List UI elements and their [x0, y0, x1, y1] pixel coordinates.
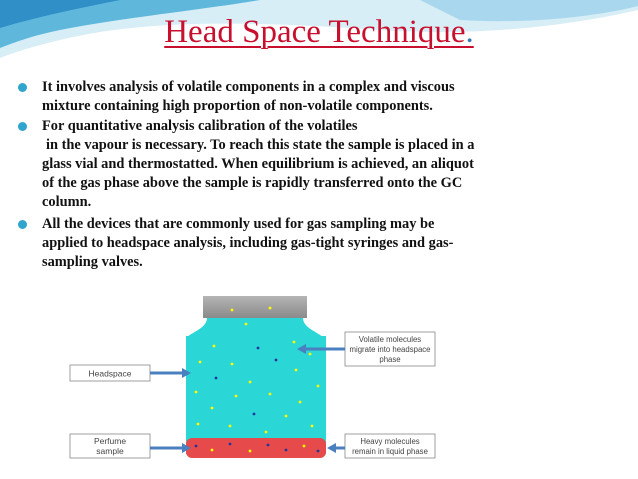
- volatile-label-line: phase: [379, 355, 401, 364]
- title-trailing-period: .: [465, 14, 474, 50]
- bullet-item: [14, 78, 629, 116]
- bullet-line: glass vial and thermostatted. When equilibrium is achieved, an aliquot: [42, 156, 474, 172]
- volatile-label-line: migrate into headspace: [349, 345, 431, 354]
- volatile-label-line: Volatile molecules: [358, 335, 422, 344]
- bullet-line: of the gas phase above the sample is rapidly transferred onto the GC: [42, 175, 463, 191]
- title-text: Head Space Technique: [164, 14, 466, 50]
- bullet-line: column.: [42, 194, 92, 210]
- vial-liquid: [186, 438, 326, 458]
- heavy-label-line: Heavy molecules: [360, 437, 420, 446]
- headspace-vial-diagram: [0, 290, 638, 479]
- bullet-list: [14, 78, 629, 273]
- bullet-line: applied to headspace analysis, including gas-tight syringes and gas-: [42, 235, 454, 251]
- headspace-label: Headspace: [88, 368, 132, 379]
- bullet-item: [14, 117, 629, 212]
- bullet-dot-icon: [18, 83, 27, 92]
- vial-neck: [186, 318, 324, 338]
- bullet-line: For quantitative analysis calibration of the volatiles: [42, 118, 358, 134]
- bullet-dot-icon: [18, 122, 27, 131]
- perfume-label-line: sample: [96, 446, 124, 456]
- arrow-icon: [327, 443, 336, 453]
- bullet-line: mixture containing high proportion of non-volatile components.: [42, 98, 433, 114]
- vial-body: [186, 336, 326, 454]
- bullet-item: [14, 215, 629, 272]
- page-title: [0, 14, 638, 51]
- bullet-line: All the devices that are commonly used for gas sampling may be: [42, 216, 435, 232]
- bullet-line: sampling valves.: [42, 254, 143, 270]
- bullet-line: It involves analysis of volatile components in a complex and viscous: [42, 79, 455, 95]
- perfume-label-line: Perfume: [93, 436, 127, 446]
- heavy-label-line: remain in liquid phase: [352, 447, 428, 456]
- vial-cap: [203, 296, 307, 318]
- bullet-line: in the vapour is necessary. To reach this state the sample is placed in a: [46, 137, 475, 153]
- bullet-dot-icon: [18, 220, 27, 229]
